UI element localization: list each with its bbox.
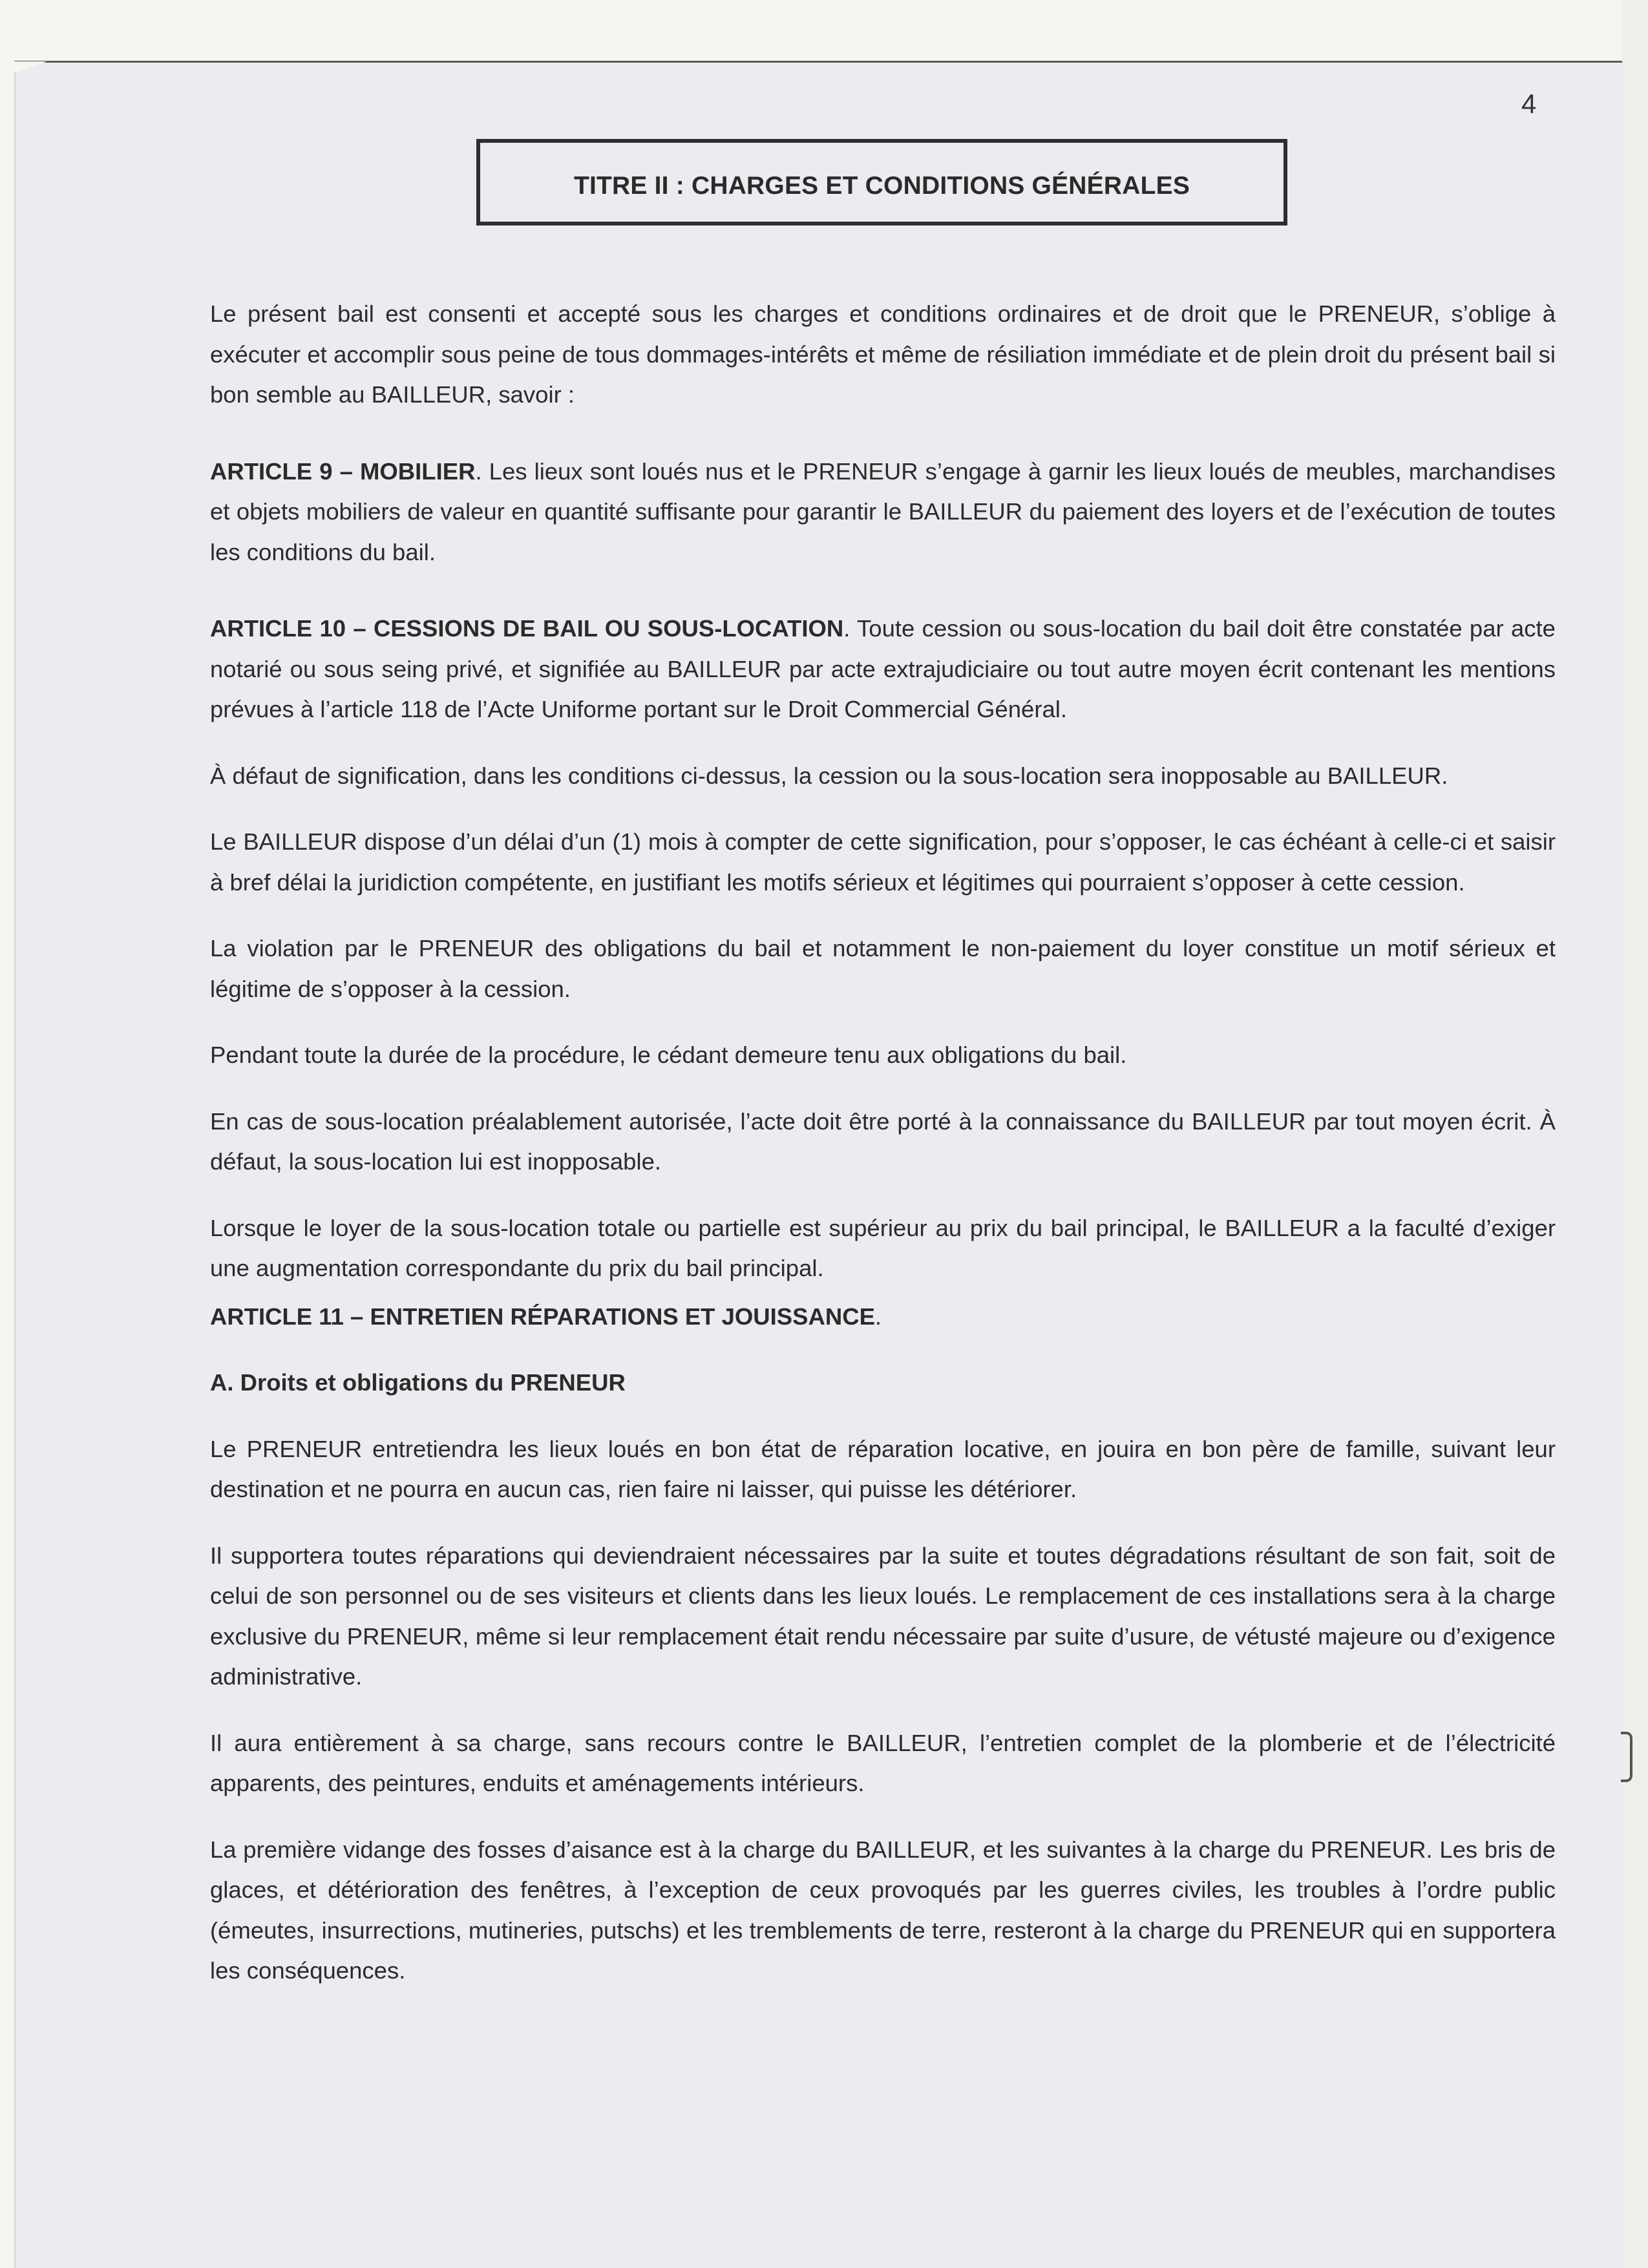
article-10-paragraph: Lorsque le loyer de la sous-location totale ou partielle est supérieur au prix du bail principal, le BAILLEUR a la faculté d’exiger une augmentation correspondante du prix du bail principal. (210, 1214, 1556, 1281)
article-9-text: . Les lieux sont loués nus et le PRENEUR s’engage à garnir les lieux loués de meubles, marchandises et objets mobiliers de valeur en quantité suffisante pour garantir le BAILLEUR du paiement des loyers et de l’exécution de toutes les conditions du bail. (210, 457, 1556, 565)
article-10-paragraph: À défaut de signification, dans les conditions ci-dessus, la cession ou la sous-location sera inopposable au BAILLEUR. (210, 762, 1448, 789)
page-number: 4 (1521, 89, 1537, 119)
article-10-paragraph: Pendant toute la durée de la procédure, le cédant demeure tenu aux obligations du bail. (210, 1042, 1127, 1068)
article-11-heading-suffix: . (874, 1303, 882, 1330)
article-11-paragraph: Le PRENEUR entretiendra les lieux loués en bon état de réparation locative, en jouira en bon père de famille, suivant leur destination et ne pourra en aucun cas, rien faire ni laisser, qui puisse les détériorer. (210, 1435, 1556, 1502)
article-10-paragraph: La violation par le PRENEUR des obligations du bail et notamment le non-paiement du loyer constitue un motif sérieux et légitime de s’opposer à la cession. (210, 935, 1556, 1002)
article-11-heading-line (210, 1297, 1556, 1338)
article-10-heading: ARTICLE 10 – CESSIONS DE BAIL OU SOUS-LOCATION (210, 615, 844, 642)
staple-icon (1621, 1732, 1632, 1782)
article-10-paragraph: En cas de sous-location préalablement autorisée, l’acte doit être porté à la connaissance du BAILLEUR par tout moyen écrit. À défaut, la sous-location lui est inopposable. (210, 1108, 1556, 1175)
article-10-text: . Toute cession ou sous-location du bail doit être constatée par acte notarié ou sous seing privé, et signifiée au BAILLEUR par acte extrajudiciaire ou tout autre moyen écrit contenant les mentions prévues à l’article 118 de l’Acte Uniforme portant sur le Droit Commercial Général. (210, 615, 1556, 722)
article-10-paragraph: Le BAILLEUR dispose d’un délai d’un (1) mois à compter de cette signification, pour s’opposer, le cas échéant à celle-ci et saisir à bref délai la juridiction compétente, en justifiant les motifs sérieux et légitimes qui pourraient s’opposer à cette cession. (210, 828, 1556, 896)
article-9-heading: ARTICLE 9 – MOBILIER (210, 457, 476, 485)
article-11-paragraph: Il aura entièrement à sa charge, sans recours contre le BAILLEUR, l’entretien complet de la plomberie et de l’électricité apparents, des peintures, enduits et aménagements intérieurs. (210, 1729, 1556, 1796)
article-10 (210, 609, 1556, 730)
article-11-subheading: A. Droits et obligations du PRENEUR (210, 1369, 626, 1396)
article-11-paragraph: Il supportera toutes réparations qui deviendraient nécessaires par la suite et toutes dégradations résultant de son fait, soit de celui de son personnel ou de ses visiteurs et clients dans les lieux loués. Le remplacement de ces installations sera à la charge exclusive du PRENEUR, même si leur remplacement était rendu nécessaire par suite d’usure, de vétusté majeure ou d’exigence administrative. (210, 1542, 1556, 1690)
document-body (210, 294, 1556, 1991)
title-box (476, 139, 1287, 226)
page-title: TITRE II : CHARGES ET CONDITIONS GÉNÉRALES (573, 172, 1190, 200)
paper-corner-fold (14, 61, 50, 72)
intro-paragraph: Le présent bail est consenti et accepté sous les charges et conditions ordinaires et de droit que le PRENEUR, s’oblige à exécuter et accomplir sous peine de tous dommages-intérêts et même de résiliation immédiate et de plein droit du présent bail si bon semble au BAILLEUR, savoir : (210, 300, 1556, 408)
scan-background-strip (1622, 0, 1648, 2268)
article-9 (210, 452, 1556, 573)
article-11-heading: ARTICLE 11 – ENTRETIEN RÉPARATIONS ET JOUISSANCE (210, 1303, 875, 1330)
article-11-paragraph: La première vidange des fosses d’aisance est à la charge du BAILLEUR, et les suivantes à la charge du PRENEUR. Les bris de glaces, et détérioration des fenêtres, à l’exception de ceux provoqués par les guerres civiles, les troubles à l’ordre public (émeutes, insurrections, mutineries, putschs) et les tremblements de terre, resteront à la charge du PRENEUR qui en supportera les conséquences. (210, 1836, 1556, 1984)
